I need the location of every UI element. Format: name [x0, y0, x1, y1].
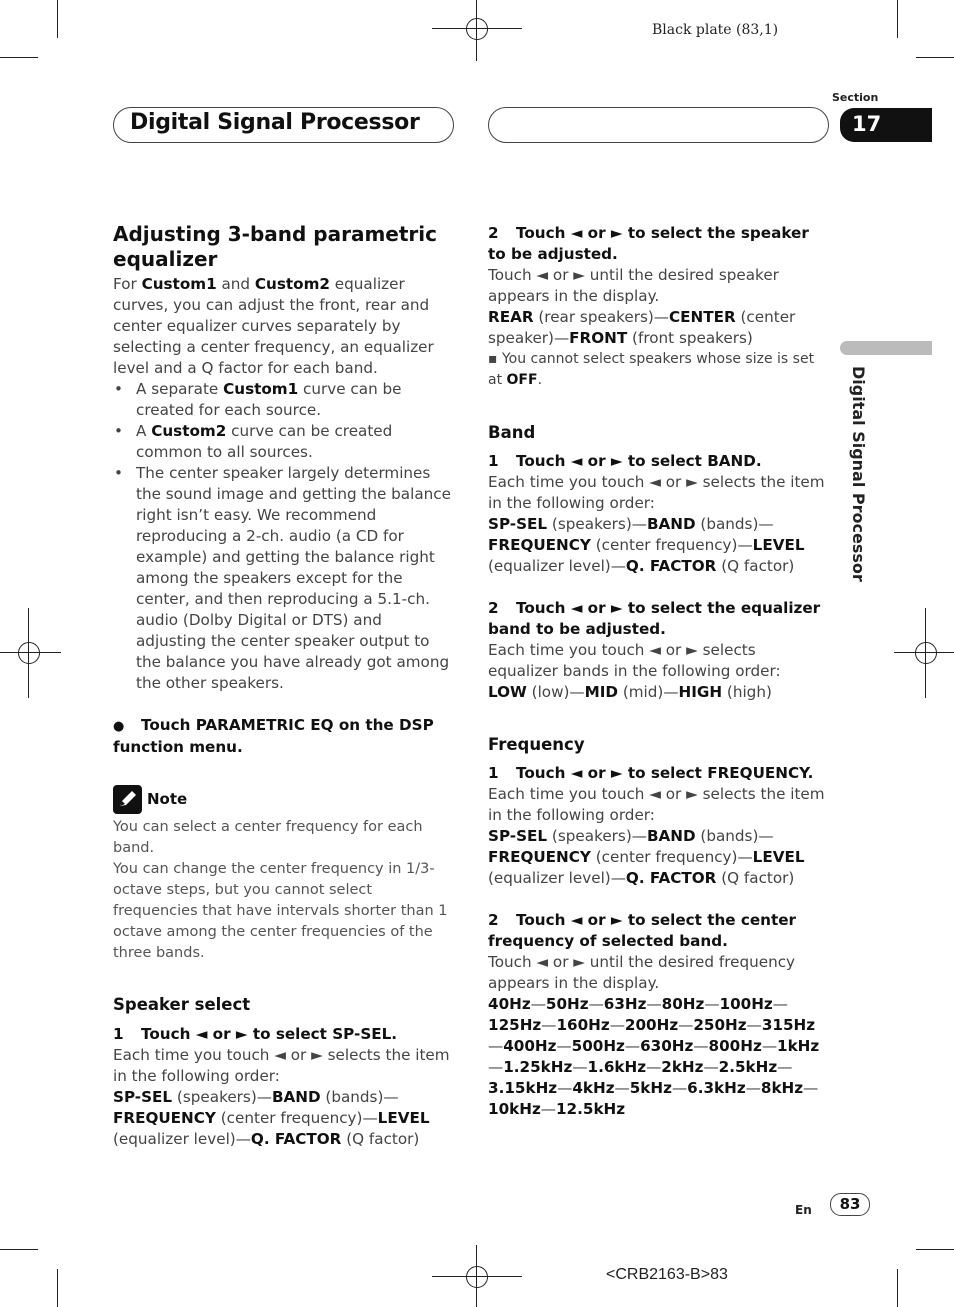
frequency-value: 12.5kHz: [555, 1100, 626, 1118]
frequency-value: 8kHz: [760, 1079, 804, 1097]
step-title: 2 Touch ◄ or ► to select the center frequency of selected band.: [488, 911, 797, 950]
step-title: 1 Touch ◄ or ► to select FREQUENCY.: [488, 764, 814, 782]
crop-mark: [0, 57, 38, 58]
frequency-value: 1.6kHz: [587, 1058, 647, 1076]
registration-mark-left: [9, 608, 49, 698]
step-description: Touch ◄ or ► until the desired speaker appears in the display.: [488, 266, 779, 305]
item-order: SP-SEL (speakers)—BAND (bands)— FREQUENCY (center frequency)—LEVEL (equalizer level)—Q. FACTOR (Q factor): [488, 515, 805, 575]
speaker-order: REAR (rear speakers)—CENTER (center speaker)—FRONT (front speakers): [488, 308, 796, 347]
frequency-value: 200Hz: [624, 1016, 679, 1034]
frequency-value: 5kHz: [629, 1079, 672, 1097]
list-item: • The center speaker largely determines the sound image and getting the balance right isn’t easy. We recommend reproducing a 2-ch. audio (a CD for example) and getting the balance right among the speakers except for the center, and then reproducing a 5.1-ch. audio (Dolby Digital or DTS) and adjusting the center speaker output to the balance you have already got among the other speakers.: [114, 464, 451, 692]
frequency-value: 1kHz: [777, 1037, 820, 1055]
list-item: • A Custom2 curve can be created common to all sources.: [114, 422, 393, 461]
frequency-value: 250Hz: [693, 1016, 747, 1034]
side-title: Digital Signal Processor: [849, 366, 868, 582]
band-order: LOW (low)—MID (mid)—HIGH (high): [488, 683, 772, 701]
frequency-value: 3.15kHz: [488, 1079, 558, 1097]
action-step: ● Touch PARAMETRIC EQ on the DSP function menu.: [113, 716, 434, 756]
frequency-value: 400Hz: [503, 1037, 557, 1055]
list-item: • A separate Custom1 curve can be created for each source.: [114, 380, 402, 419]
note-line: You can select a center frequency for each band.: [113, 819, 423, 856]
language-label: En: [795, 1203, 812, 1217]
frequency-value: 10kHz: [488, 1100, 541, 1118]
frequency-value: 630Hz: [640, 1037, 694, 1055]
step-title: 1 Touch ◄ or ► to select BAND.: [488, 452, 762, 470]
crop-mark: [57, 1269, 58, 1307]
frequency-value: 1.25kHz: [503, 1058, 573, 1076]
registration-mark-top: [432, 9, 522, 49]
step-title: 2 Touch ◄ or ► to select the speaker to be adjusted.: [488, 224, 809, 263]
step-description: Touch ◄ or ► until the desired frequency appears in the display.: [488, 953, 796, 992]
step-title: 2 Touch ◄ or ► to select the equalizer band to be adjusted.: [488, 599, 821, 638]
step-description: Each time you touch ◄ or ► selects the item in the following order:: [488, 473, 825, 512]
note-header: [113, 785, 455, 814]
frequency-value: 40Hz: [488, 995, 531, 1013]
plate-label: Black plate (83,1): [652, 22, 779, 38]
crop-mark: [57, 0, 58, 38]
step-description: Each time you touch ◄ or ► selects the item in the following order:: [488, 785, 825, 824]
section-label: Section: [832, 91, 879, 104]
header-title-box: [113, 107, 454, 143]
section-number: 17: [840, 108, 932, 142]
frequency-value: 63Hz: [603, 995, 647, 1013]
step-description: Each time you touch ◄ or ► selects the item in the following order:: [113, 1046, 450, 1085]
frequency-value: 800Hz: [708, 1037, 762, 1055]
item-order: SP-SEL (speakers)—BAND (bands)— FREQUENCY (center frequency)—LEVEL (equalizer level)—Q. FACTOR (Q factor): [113, 1088, 430, 1148]
frequency-value: 50Hz: [545, 995, 589, 1013]
frequency-value: 4kHz: [572, 1079, 615, 1097]
note-label: Note: [147, 790, 188, 808]
side-tab-bar: [840, 341, 932, 355]
crop-mark: [0, 1249, 38, 1250]
crop-mark: [916, 57, 954, 58]
intro-paragraph: For Custom1 and Custom2 equalizer curves, you can adjust the front, rear and center equalizer curves separately by selecting a center frequency, an equalizer level and a Q factor for each band.: [113, 275, 434, 377]
registration-mark-bottom: [432, 1257, 522, 1297]
left-column: [113, 222, 455, 1150]
frequency-value: 125Hz: [488, 1016, 542, 1034]
frequency-list: 40Hz—50Hz—63Hz—80Hz—100Hz—125Hz—160Hz—200Hz—250Hz—315Hz—400Hz—500Hz—630Hz—800Hz—1kHz—1.25kHz—1.6kHz—2kHz—2.5kHz—3.15kHz—4kHz—5kHz—6.3kHz—8kHz—10kHz—12.5kHz: [488, 995, 820, 1118]
frequency-value: 2kHz: [661, 1058, 704, 1076]
registration-mark-right: [906, 608, 946, 698]
step-title: 1 Touch ◄ or ► to select SP-SEL.: [113, 1025, 398, 1043]
page-number: 83: [830, 1193, 870, 1216]
right-column: [488, 223, 830, 1120]
frequency-value: 315Hz: [761, 1016, 816, 1034]
frequency-value: 2.5kHz: [718, 1058, 778, 1076]
frequency-value: 100Hz: [719, 995, 773, 1013]
band-heading: Band: [488, 423, 536, 442]
frequency-value: 160Hz: [556, 1016, 610, 1034]
crop-mark: [897, 0, 898, 38]
frequency-heading: Frequency: [488, 735, 585, 754]
speaker-note: ▪ You cannot select speakers whose size is set at OFF.: [488, 351, 815, 388]
header-empty-box: [488, 107, 829, 143]
page-title: Digital Signal Processor: [130, 110, 420, 135]
frequency-value: 80Hz: [661, 995, 705, 1013]
document-code: <CRB2163-B>83: [606, 1266, 728, 1283]
frequency-value: 6.3kHz: [687, 1079, 746, 1097]
speaker-select-heading: Speaker select: [113, 995, 251, 1014]
item-order: SP-SEL (speakers)—BAND (bands)— FREQUENCY (center frequency)—LEVEL (equalizer level)—Q. FACTOR (Q factor): [488, 827, 805, 887]
frequency-value: 500Hz: [571, 1037, 625, 1055]
section-heading: Adjusting 3-band parametric equalizer: [113, 222, 437, 271]
crop-mark: [916, 1249, 954, 1250]
crop-mark: [897, 1269, 898, 1307]
note-line: You can change the center frequency in 1/3-octave steps, but you cannot select frequencies that have intervals shorter than 1 octave among the center frequencies of the three bands.: [113, 861, 448, 961]
note-pencil-icon: [113, 785, 142, 814]
step-description: Each time you touch ◄ or ► selects equalizer bands in the following order:: [488, 641, 781, 680]
